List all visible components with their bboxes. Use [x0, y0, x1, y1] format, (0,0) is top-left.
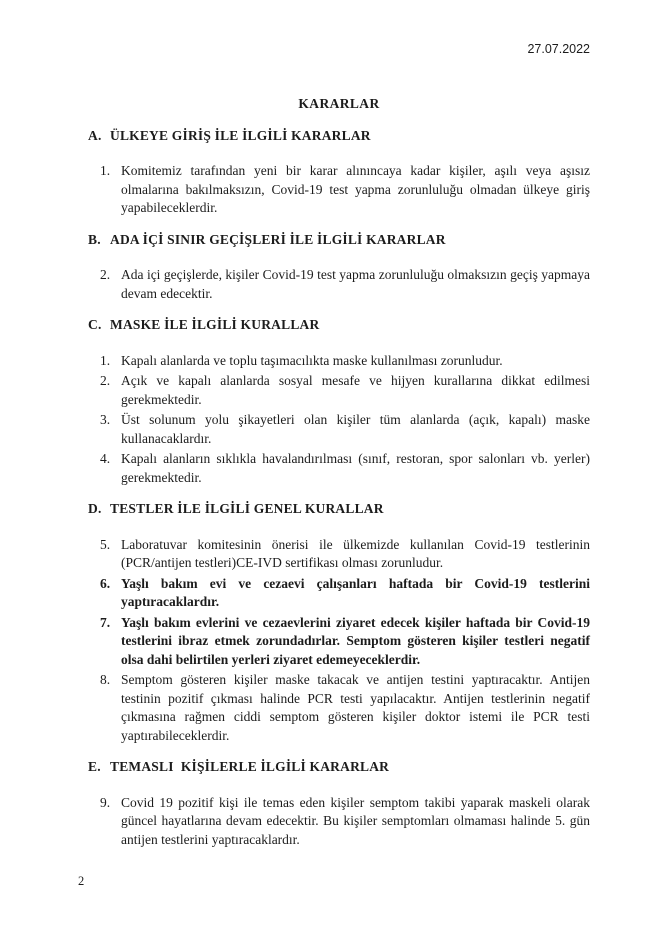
list-item-number: 5.: [100, 536, 111, 552]
section-items: [88, 266, 590, 303]
list-item-text: Komitemiz tarafından yeni bir karar alınıncaya kadar kişiler, aşılı veya aşısız olmalarına bakılmaksızın, Covid-19 test yapma zorunluluğu olmadan ülkeye giriş yapabileceklerdir.: [121, 163, 590, 215]
section-heading-text: MASKE İLE İLGİLİ KURALLAR: [110, 317, 320, 332]
list-item-text: Laboratuvar komitesinin önerisi ile ülkemizde kullanılan Covid-19 testlerinin (PCR/antijen testleri)CE-IVD sertifikası olması zorunludur.: [121, 536, 590, 570]
list-item: [88, 372, 590, 409]
list-item: [88, 450, 590, 487]
section-label: E.: [88, 759, 101, 774]
list-item-text: Covid 19 pozitif kişi ile temas eden kişiler semptom takibi yaparak maskeli olarak güncel hayatlarına devam edecektir. Bu kişiler semptomları olmaması halinde 5. gün antijen testlerini yaptıracaklardır.: [121, 794, 590, 847]
list-item-text: Açık ve kapalı alanlarda sosyal mesafe ve hijyen kurallarına dikkat edilmesi gerekmektedir.: [121, 373, 590, 407]
section-heading-text: ÜLKEYE GİRİŞ İLE İLGİLİ KARARLAR: [110, 127, 371, 143]
list-item-number: 2.: [100, 267, 111, 282]
list-item-number: 3.: [100, 412, 111, 427]
page-number: 2: [78, 874, 85, 888]
list-item-text: Yaşlı bakım evlerini ve cezaevlerini ziyaret edecek kişiler haftada bir Covid-19 testlerini ibraz etmek zorundadırlar. Semptom gösteren kişiler testleri negatif olsa dahi belirtilen yerleri ziyaret edemeyeceklerdir.: [121, 614, 590, 667]
list-item-number: 2.: [100, 373, 111, 388]
list-item-text: Kapalı alanlarda ve toplu taşımacılıkta maske kullanılması zorunludur.: [121, 352, 503, 368]
list-item: [88, 794, 590, 850]
list-item: [88, 575, 590, 612]
section-label: C.: [88, 317, 102, 332]
section-label: D.: [88, 501, 102, 516]
sections: [88, 127, 590, 850]
section-items: [88, 162, 590, 218]
document-date: 27.07.2022: [527, 42, 590, 56]
section-heading-text: TEMASLI KİŞİLERLE İLGİLİ KARARLAR: [110, 759, 390, 774]
list-item-text: Semptom gösteren kişiler maske takacak ve antijen testini yaptıracaktır. Antijen testinin pozitif çıkması halinde PCR testi yapılacaktır. Antijen testlerinin negatif çıkmasına rağmen ciddi semptom gösteren kişiler doktor istemi ile PCR testi yaptırabileceklerdir.: [121, 672, 590, 743]
list-item-number: 4.: [100, 451, 111, 466]
section: [88, 231, 590, 304]
list-item: [88, 266, 590, 303]
document-content: [88, 95, 590, 849]
list-item-text: Kapalı alanların sıklıkla havalandırılması (sınıf, restoran, spor salonları vb. yerler) gerekmektedir.: [121, 451, 590, 485]
section: [88, 127, 590, 218]
section-items: [88, 352, 590, 488]
list-item-number: 1.: [100, 352, 111, 368]
section-items: [88, 536, 590, 746]
list-item: [88, 352, 590, 371]
section-items: [88, 794, 590, 850]
section-label: B.: [88, 231, 101, 247]
section-heading: [88, 500, 590, 519]
section: [88, 758, 590, 849]
section-heading: [88, 127, 590, 146]
list-item: [88, 411, 590, 448]
section-heading: [88, 758, 590, 777]
list-item-number: 6.: [100, 575, 111, 591]
document-title: KARARLAR: [298, 96, 380, 111]
list-item-text: Üst solunum yolu şikayetleri olan kişiler tüm alanlarda (açık, kapalı) maske kullanacaklardır.: [121, 412, 590, 446]
list-item: [88, 614, 590, 670]
list-item: [88, 536, 590, 573]
list-item-number: 9.: [100, 794, 111, 810]
section: [88, 500, 590, 745]
section: [88, 316, 590, 487]
section-label: A.: [88, 127, 102, 143]
list-item-text: Yaşlı bakım evi ve cezaevi çalışanları haftada bir Covid-19 testlerini yaptıracaklardır.: [121, 575, 590, 609]
list-item: [88, 162, 590, 218]
list-item-number: 8.: [100, 672, 111, 687]
list-item: [88, 671, 590, 745]
section-heading-text: TESTLER İLE İLGİLİ GENEL KURALLAR: [110, 501, 384, 516]
section-heading: [88, 231, 590, 250]
list-item-text: Ada içi geçişlerde, kişiler Covid-19 test yapma zorunluluğu olmaksızın geçiş yapmaya devam edecektir.: [121, 267, 590, 301]
list-item-number: 1.: [100, 163, 111, 178]
section-heading-text: ADA İÇİ SINIR GEÇİŞLERİ İLE İLGİLİ KARARLAR: [110, 231, 446, 247]
list-item-number: 7.: [100, 614, 111, 630]
section-heading: [88, 316, 590, 335]
